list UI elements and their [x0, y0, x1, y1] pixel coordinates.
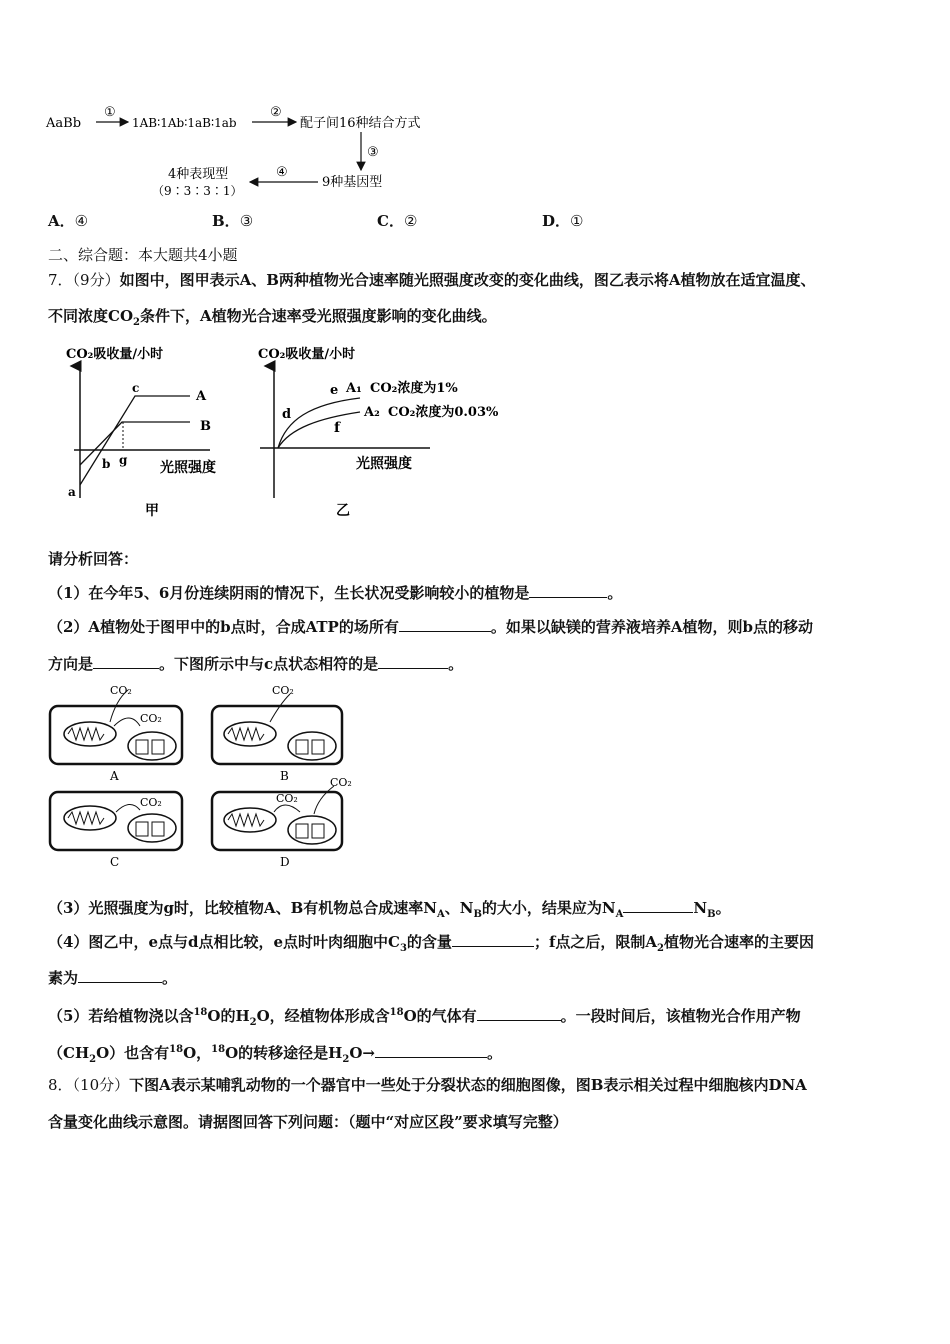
cell-c-co2: CO₂ — [140, 796, 162, 809]
q7-part5-line1: （5）若给植物浇以含$^{18}$O的$H_2O$，经植物体形成含$^{18}$O的气体有 。一段时间后，该植物光合作用产物 — [48, 1007, 801, 1028]
step-2-label: ② — [270, 105, 282, 120]
yi-ylabel: CO₂吸收量/小时 — [258, 347, 356, 362]
cell-diagram-c — [50, 792, 182, 869]
q7-stem-line1: 7．（9分）如图中，图甲表示A、B两种植物光合速率随光照强度改变的变化曲线，图乙表示将A植物放在适宜温度、 — [48, 271, 816, 289]
answer-blank-5b[interactable] — [375, 1043, 487, 1058]
answer-blank-5a[interactable] — [477, 1006, 561, 1021]
flow-ratio: （9∶3∶3∶1） — [152, 184, 243, 198]
answer-blank-3[interactable] — [623, 898, 693, 913]
q6-option-b: B．③ — [212, 212, 254, 230]
yi-a1-label: A₁ — [346, 381, 362, 396]
answer-blank-4b[interactable] — [78, 968, 162, 983]
q6-option-d: D．① — [542, 212, 584, 230]
cell-diagrams — [44, 680, 374, 875]
answer-blank-2a[interactable] — [399, 617, 491, 632]
q8-stem-line1: 8．（10分）下图A表示某哺乳动物的一个器官中一些处于分裂状态的细胞图像，图B表示相关过程中细胞核内DNA — [48, 1076, 807, 1094]
jia-label-a: a — [68, 485, 76, 499]
flow-gametes: 1AB∶1Ab∶1aB∶1ab — [132, 116, 237, 130]
jia-curve-a-label: A — [196, 389, 207, 404]
cell-b-co2: CO₂ — [272, 684, 294, 697]
yi-a1-text: CO₂浓度为1% — [370, 381, 458, 396]
jia-curve-b-label: B — [200, 419, 211, 434]
step-3-label: ③ — [367, 145, 379, 160]
q7-prompt: 请分析回答： — [48, 550, 139, 568]
q7-stem-line2: 不同浓度$CO_2$条件下，A植物光合速率受光照强度影响的变化曲线。 — [48, 307, 497, 328]
yi-xlabel: 光照强度 — [356, 456, 412, 472]
yi-a2-text: CO₂浓度为0.03% — [388, 405, 499, 420]
cell-a-label: A — [110, 769, 119, 783]
cell-diagram-a — [50, 684, 182, 783]
section-title: 二、综合题：本大题共4小题 — [48, 246, 238, 264]
jia-caption: 甲 — [145, 503, 159, 519]
yi-label-f: f — [334, 420, 341, 436]
jia-label-g: g — [119, 453, 128, 467]
cell-c-label: C — [110, 855, 120, 869]
yi-label-e: e — [330, 383, 339, 398]
q7-part3: （3）光照强度为g时，比较植物A、B有机物总合成速率$N_A$、$N_B$的大小，结果应为$N_A$ $N_B$。 — [48, 899, 731, 920]
cell-a-co2-out: CO₂ — [110, 684, 132, 697]
cell-diagram-d — [212, 776, 352, 869]
cell-d-co2-in: CO₂ — [276, 792, 298, 805]
answer-blank-2c[interactable] — [378, 654, 448, 669]
yi-curve-a1 — [278, 398, 360, 448]
step-1-label: ① — [104, 105, 116, 120]
chart-jia — [60, 340, 240, 520]
cell-d-label: D — [280, 855, 290, 869]
q6-option-c: C．② — [377, 212, 418, 230]
q8-stem-line2: 含量变化曲线示意图。请据图回答下列问题：（题中“对应区段”要求填写完整） — [48, 1113, 568, 1131]
q7-part4-line1: （4）图乙中，e点与d点相比较，e点时叶肉细胞中$C_3$的含量 ；f点之后，限制$A_2$植物光合速率的主要因 — [48, 933, 815, 954]
jia-xlabel: 光照强度 — [160, 460, 216, 476]
yi-caption: 乙 — [336, 503, 350, 519]
q7-part2-line2: 方向是 。下图所示中与c点状态相符的是 。 — [48, 655, 464, 673]
q7-part2-line1: （2）A植物处于图甲中的b点时，合成ATP的场所有 。如果以缺镁的营养液培养A植物，则b点的移动 — [48, 618, 813, 636]
flow-combos: 配子间16种结合方式 — [300, 116, 421, 131]
chart-yi — [250, 340, 540, 520]
answer-blank-1[interactable] — [529, 583, 607, 598]
jia-ylabel: CO₂吸收量/小时 — [66, 347, 164, 362]
yi-a2-label: A₂ — [364, 405, 380, 420]
q7-part5-line2: $(CH_2O)$也含有$^{18}$O，$^{18}$O的转移途径是$H_2O\to$ 。 — [48, 1044, 502, 1065]
flow-phenotypes: 4种表现型 — [168, 167, 229, 182]
q7-part4-line2: 素为 。 — [48, 969, 178, 987]
answer-blank-2b[interactable] — [93, 654, 159, 669]
flow-start: AaBb — [46, 116, 82, 131]
genetics-flow-diagram — [40, 98, 460, 208]
cell-b-label: B — [280, 769, 289, 783]
flow-genotypes: 9种基因型 — [322, 175, 383, 190]
q6-option-a: A．④ — [48, 212, 89, 230]
jia-label-b: b — [102, 457, 111, 471]
step-4-label: ④ — [276, 165, 288, 180]
q7-part1: （1）在今年5、6月份连续阴雨的情况下，生长状况受影响较小的植物是 。 — [48, 584, 623, 602]
cell-a-co2-in: CO₂ — [140, 712, 162, 725]
cell-d-co2-out: CO₂ — [330, 776, 352, 789]
jia-label-c: c — [132, 381, 140, 395]
cell-diagram-b — [212, 684, 342, 783]
answer-blank-4a[interactable] — [452, 932, 534, 947]
yi-label-d: d — [282, 407, 292, 422]
